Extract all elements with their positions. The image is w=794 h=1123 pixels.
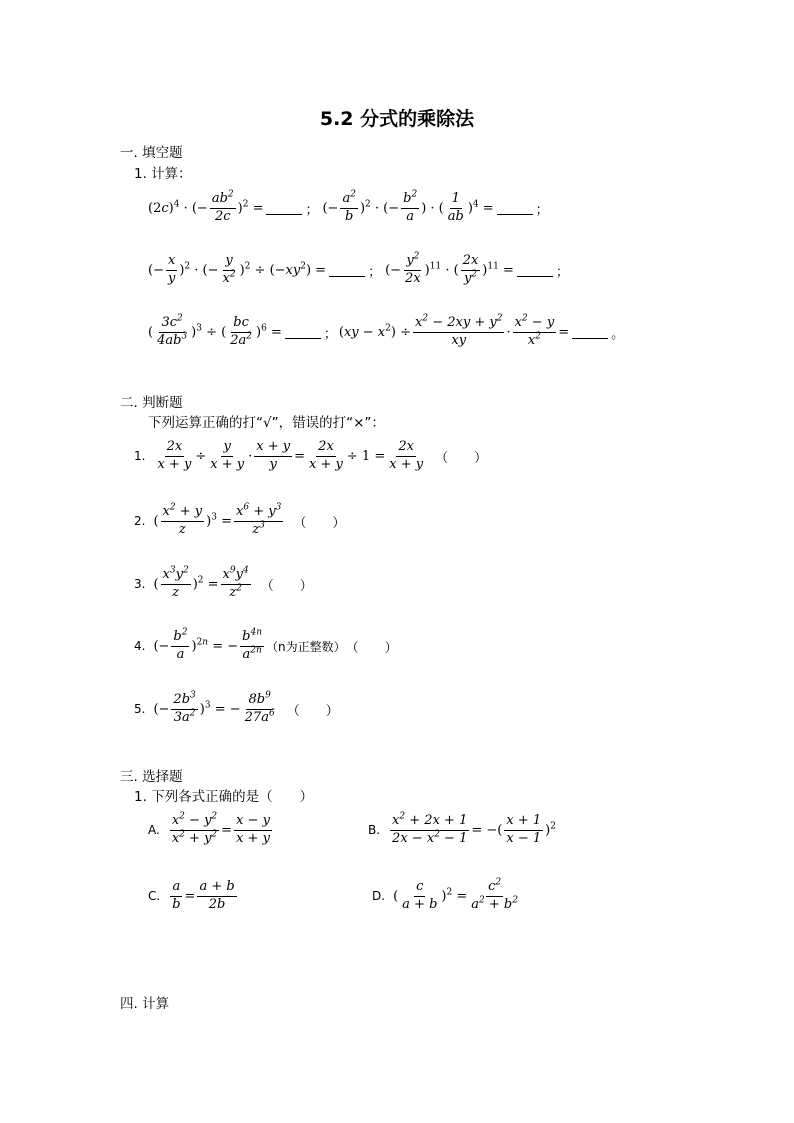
judge-item-3: 3. ( $\frac{x^3y^2}{z}$ )$^2$ = $\frac{x^9y^4}{z^2}$ （ ）: [134, 565, 313, 600]
answer-blank: [285, 326, 321, 339]
answer-blank: [329, 264, 365, 277]
option-c: C. $\frac{a}{b}$ = $\frac{a + b}{2b}$: [148, 879, 235, 912]
section-4-heading: 四. 计算: [120, 996, 170, 1012]
section-1-heading: 一. 填空题: [120, 145, 183, 161]
answer-blank: [572, 326, 608, 339]
choice-question-1: 1. 下列各式正确的是（ ）: [134, 789, 314, 805]
section-2-instruction: 下列运算正确的打“√”，错误的打“×”：: [148, 415, 385, 431]
judge-item-4: 4. (− $\frac{b^2}{a}$ )$^{2n}$ = − $\frac{b^{4n}}{a^{2n}}$ （n为正整数） （ ）: [134, 627, 398, 662]
option-b: B. $\frac{x^2 + 2x + 1}{2x - x^2 - 1}$ = −( $\frac{x + 1}{x - 1}$ )$^2$: [368, 811, 556, 846]
question-1-prompt: 1. 计算：: [134, 166, 192, 182]
answer-blank: [266, 202, 302, 215]
fill-row-1: $(2c)^4$ · (− $\frac{ab^2}{2c}$ )$^2$ = ； (− $\frac{a^2}{b}$ )$^2$ · (− $\frac{b^2}{a}$ ) · ( $\frac{1}{ab}$ )$^4$ = ；: [148, 189, 549, 224]
answer-blank: [497, 202, 533, 215]
section-2-heading: 二. 判断题: [120, 395, 183, 411]
page-title: 5.2 分式的乘除法: [319, 108, 475, 130]
fill-row-3: ( $\frac{3c^2}{4ab^3}$ )$^3$ ÷ ( $\frac{bc}{2a^2}$ )$^6$ = ； $(xy - x^2)$ ÷ $\frac{x^2 - 2xy + y^2}{xy}$ · $\frac{x^2 - y}{x^2}$ = 。: [148, 313, 625, 348]
section-3-heading: 三. 选择题: [120, 769, 183, 785]
judge-item-2: 2. ( $\frac{x^2 + y}{z}$ )$^3$ = $\frac{x^6 + y^3}{z^3}$ （ ）: [134, 502, 346, 537]
answer-blank: [517, 264, 553, 277]
judge-item-1: 1. $\frac{2x}{x + y}$ ÷ $\frac{y}{x + y}$ · $\frac{x + y}{y}$ = $\frac{2x}{x + y}$ ÷ 1 = $\frac{2x}{x + y}$ （ ）: [134, 439, 488, 472]
judge-item-5: 5. (− $\frac{2b^3}{3a^2}$ )$^3$ = − $\frac{8b^9}{27a^6}$ （ ）: [134, 690, 339, 725]
fill-row-2: (− $\frac{x}{y}$ )$^2$ · (− $\frac{y}{x^2}$ )$^2 \div (-xy^2)$ = ； (− $\frac{y^2}{2x}$ )$^{11}$ · ( $\frac{2x}{y^2}$ )$^{11}$ = ；: [148, 251, 569, 286]
option-d: D. ( $\frac{c}{a + b}$ )$^2$ = $\frac{c^2}{a^2 + b^2}$: [372, 877, 518, 912]
option-a: A. $\frac{x^2 - y^2}{x^2 + y^2}$ = $\frac{x - y}{x + y}$: [148, 811, 270, 846]
